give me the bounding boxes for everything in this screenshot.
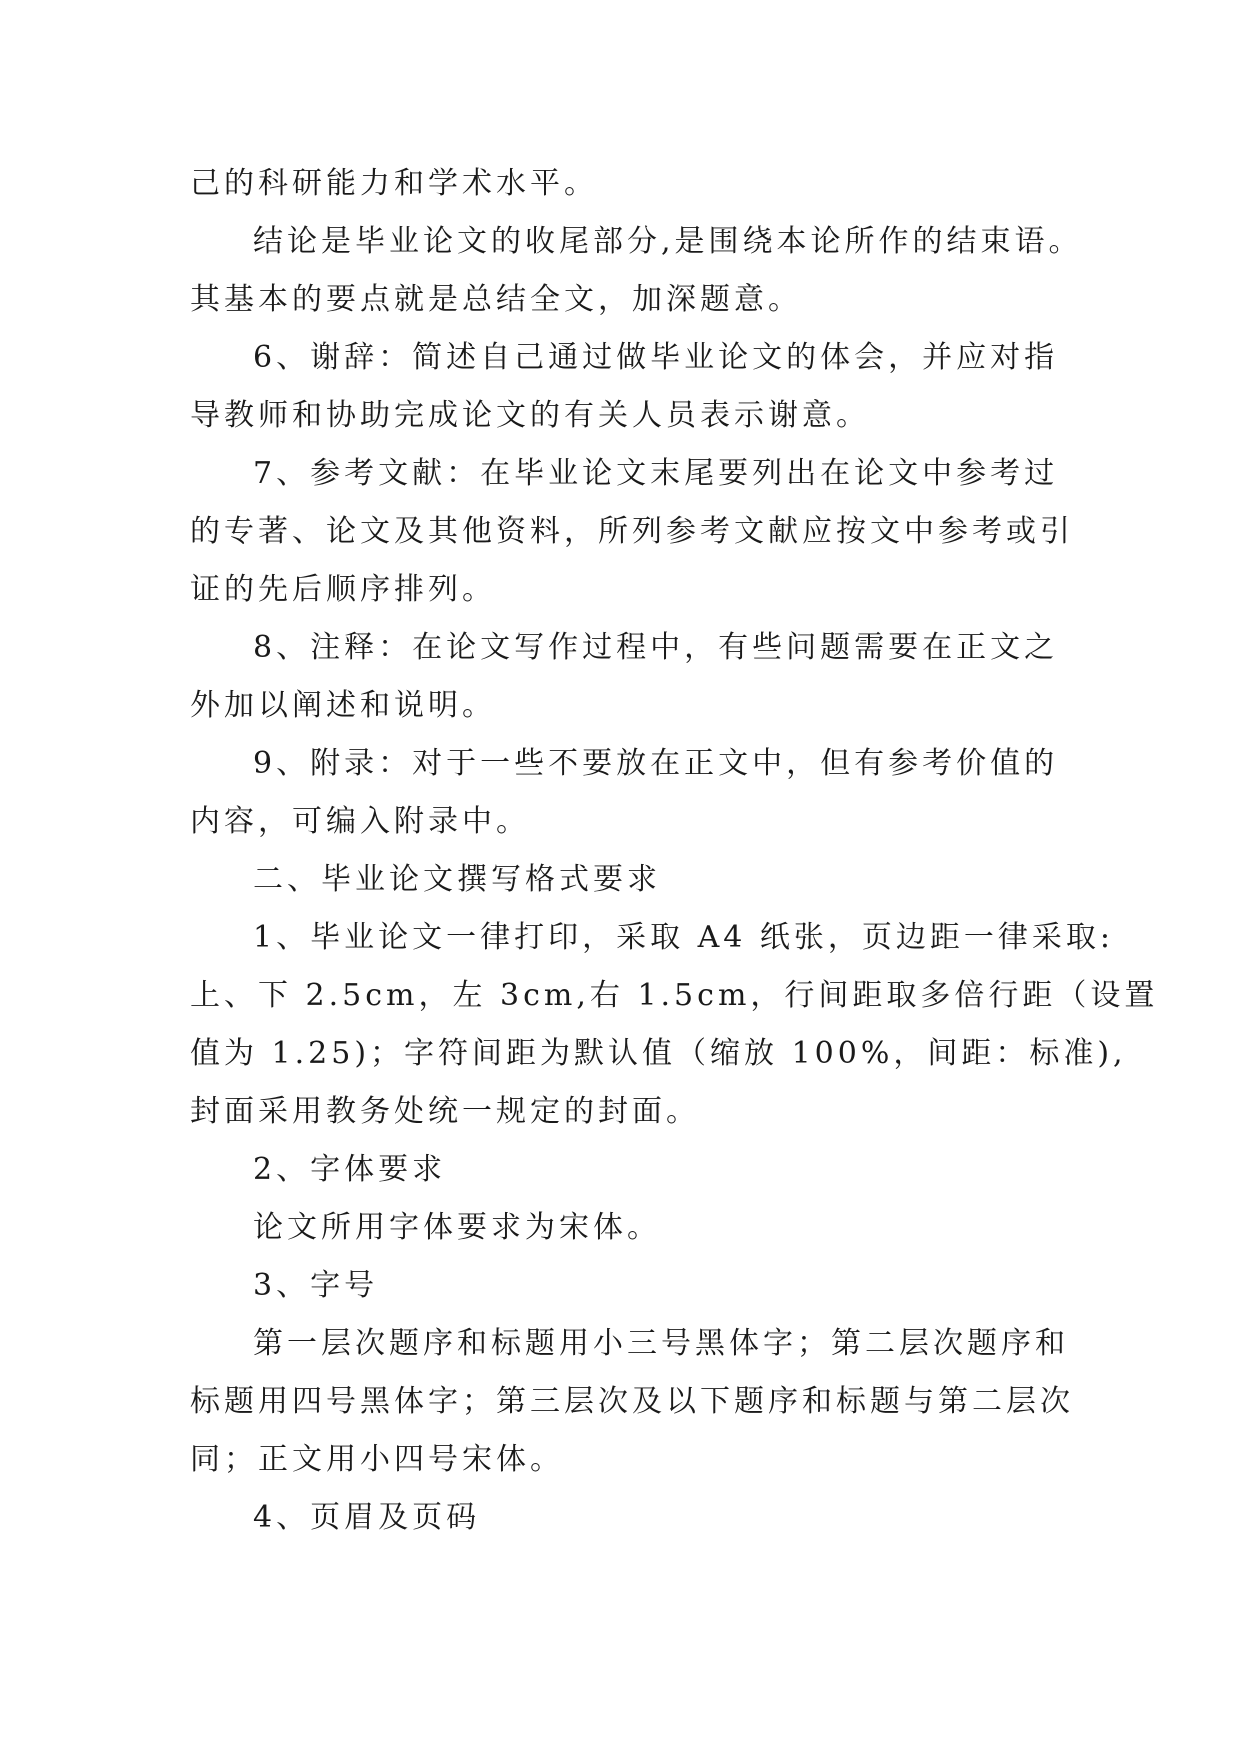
subsection-heading: 2、字体要求: [253, 1152, 447, 1187]
text-line: 7、参考文献：在毕业论文末尾要列出在论文中参考过: [253, 456, 1059, 491]
text-line: 己的科研能力和学术水平。: [190, 166, 598, 201]
text-line: 内容，可编入附录中。: [190, 804, 530, 839]
subsection-heading: 3、字号: [253, 1268, 379, 1303]
text-line: 第一层次题序和标题用小三号黑体字；第二层次题序和: [253, 1326, 1069, 1361]
text-line: 上、下 2.5cm，左 3cm,右 1.5cm，行间距取多倍行距（设置: [190, 978, 1159, 1013]
section-heading: 二、毕业论文撰写格式要求: [253, 862, 661, 897]
text-line: 1、毕业论文一律打印，采取 A4 纸张，页边距一律采取:: [253, 920, 1115, 955]
text-line: 的专著、论文及其他资料，所列参考文献应按文中参考或引: [190, 514, 1074, 549]
text-line: 8、注释：在论文写作过程中，有些问题需要在正文之: [253, 630, 1059, 665]
text-line: 封面采用教务处统一规定的封面。: [190, 1094, 700, 1129]
text-line: 导教师和协助完成论文的有关人员表示谢意。: [190, 398, 870, 433]
subsection-heading: 4、页眉及页码: [253, 1500, 481, 1535]
text-line: 外加以阐述和说明。: [190, 688, 496, 723]
text-line: 标题用四号黑体字；第三层次及以下题序和标题与第二层次: [190, 1384, 1074, 1419]
text-line: 9、附录：对于一些不要放在正文中，但有参考价值的: [253, 746, 1059, 781]
text-line: 值为 1.25)；字符间距为默认值（缩放 100%，间距：标准),: [190, 1036, 1127, 1071]
text-line: 6、谢辞：简述自己通过做毕业论文的体会，并应对指: [253, 340, 1059, 375]
text-line: 同；正文用小四号宋体。: [190, 1442, 564, 1477]
text-line: 结论是毕业论文的收尾部分,是围绕本论所作的结束语。: [253, 224, 1083, 259]
text-line: 论文所用字体要求为宋体。: [253, 1210, 661, 1245]
text-line: 其基本的要点就是总结全文，加深题意。: [190, 282, 802, 317]
text-line: 证的先后顺序排列。: [190, 572, 496, 607]
